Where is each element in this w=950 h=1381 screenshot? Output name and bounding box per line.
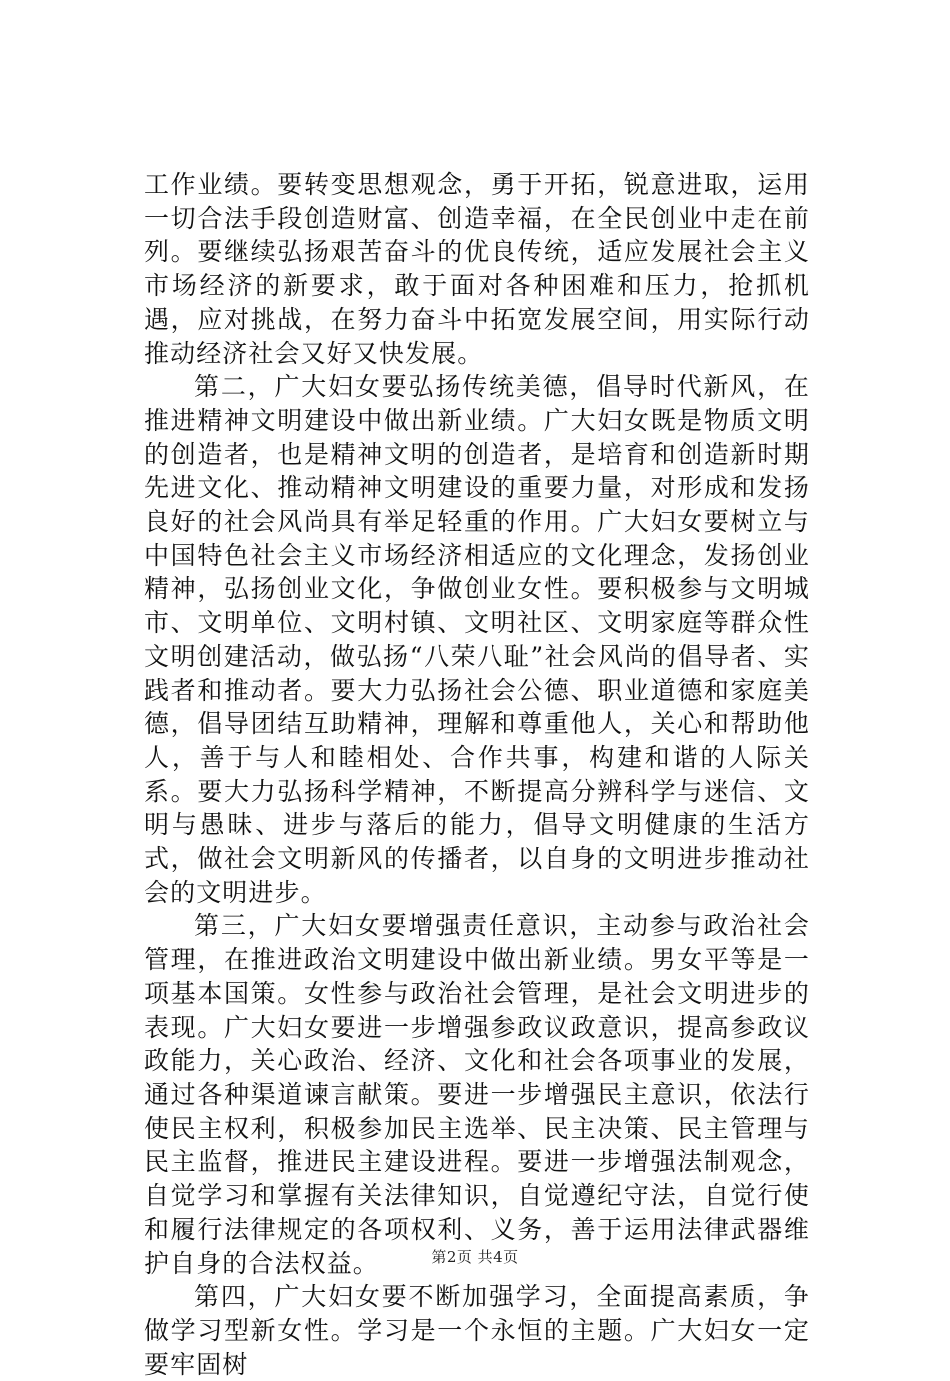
- paragraph-3: 第三，广大妇女要增强责任意识，主动参与政治社会管理，在推进政治文明建设中做出新业绩。男女平等是一项基本国策。女性参与政治社会管理，是社会文明进步的表现。广大妇女要进一步增强参政议政意识，提高参政议政能力，关心政治、经济、文化和社会各项事业的发展，通过各种渠道谏言献策。要进一步增强民主意识，依法行使民主权利，积极参加民主选举、民主决策、民主管理与民主监督，推进民主建设进程。要进一步增强法制观念，自觉学习和掌握有关法律知识，自觉遵纪守法，自觉行使和履行法律规定的各项权利、义务，善于运用法律武器维护自身的合法权益。: [144, 911, 810, 1278]
- paragraph-1: 工作业绩。要转变思想观念，勇于开拓，锐意进取，运用一切合法手段创造财富、创造幸福，在全民创业中走在前列。要继续弘扬艰苦奋斗的优良传统，适应发展社会主义市场经济的新要求，敢于面对各种困难和压力，抢抓机遇，应对挑战，在努力奋斗中拓宽发展空间，用实际行动推动经济社会又好又快发展。: [144, 170, 810, 368]
- paragraph-2: 第二，广大妇女要弘扬传统美德，倡导时代新风，在推进精神文明建设中做出新业绩。广大妇女既是物质文明的创造者，也是精神文明的创造者，是培育和创造新时期先进文化、推动精神文明建设的重要力量，对形成和发扬良好的社会风尚具有举足轻重的作用。广大妇女要树立与中国特色社会主义市场经济相适应的文化理念，发扬创业精神，弘扬创业文化，争做创业女性。要积极参与文明城市、文明单位、文明村镇、文明社区、文明家庭等群众性文明创建活动，做弘扬“八荣八耻”社会风尚的倡导者、实践者和推动者。要大力弘扬社会公德、职业道德和家庭美德，倡导团结互助精神，理解和尊重他人，关心和帮助他人，善于与人和睦相处、合作共事，构建和谐的人际关系。要大力弘扬科学精神，不断提高分辨科学与迷信、文明与愚昧、进步与落后的能力，倡导文明健康的生活方式，做社会文明新风的传播者，以自身的文明进步推动社会的文明进步。: [144, 372, 810, 907]
- document-body: [144, 168, 810, 1381]
- paragraph-4: 第四，广大妇女要不断加强学习，全面提高素质，争做学习型新女性。学习是一个永恒的主题。广大妇女一定要牢固树: [144, 1282, 810, 1379]
- page-footer: 第2页 共4页: [431, 1248, 519, 1266]
